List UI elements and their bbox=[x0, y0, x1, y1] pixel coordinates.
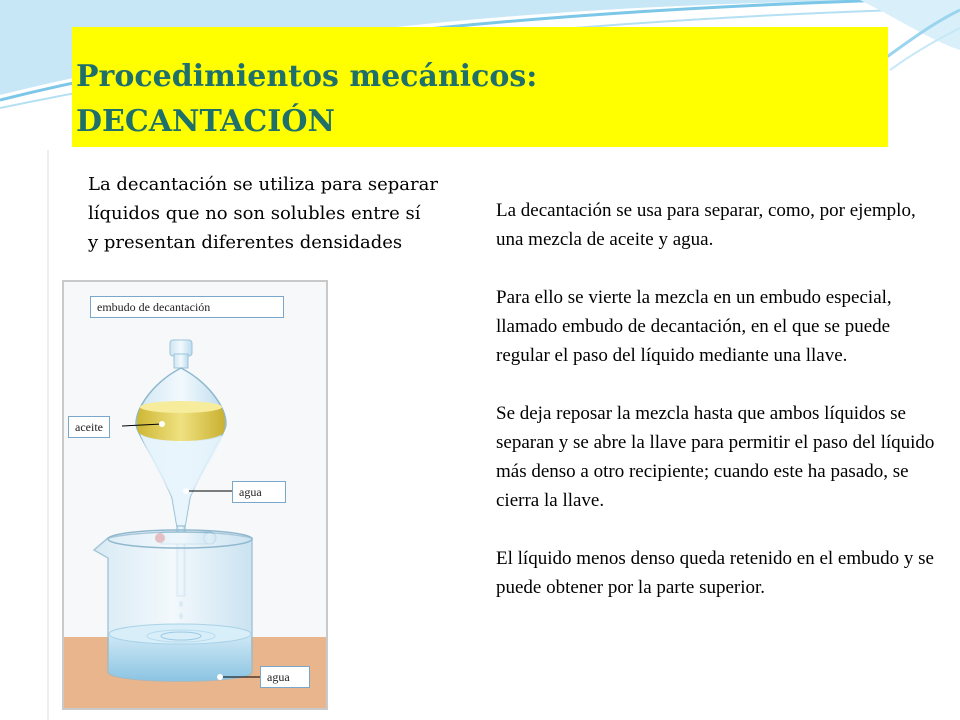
body-paragraph-2: Para ello se vierte la mezcla en un embudo especial, llamado embudo de decantación, en el que se puede regular el paso del líquido mediante una llave. bbox=[496, 287, 892, 366]
label-water-funnel: agua bbox=[232, 481, 286, 503]
intro-line2: líquidos que no son solubles entre sí bbox=[88, 203, 421, 224]
intro-line1: La decantación se utiliza para separar bbox=[88, 174, 438, 195]
separatory-funnel-illustration bbox=[64, 282, 326, 708]
intro-text bbox=[88, 170, 488, 257]
intro-line3: y presentan diferentes densidades bbox=[88, 232, 403, 253]
water-in-funnel bbox=[140, 434, 224, 526]
body-text bbox=[496, 196, 936, 602]
decantation-figure bbox=[62, 280, 328, 710]
label-oil: aceite bbox=[68, 416, 110, 438]
body-paragraph-3: Se deja reposar la mezcla hasta que ambos líquidos se separan y se abre la llave para permitir el paso del líquido más denso a otro recipiente; cuando este ha pasado, se cierra la llave. bbox=[496, 403, 935, 511]
body-paragraph-4: El líquido menos denso queda retenido en el embudo y se puede obtener por la parte superior. bbox=[496, 548, 934, 598]
page-title-line1: Procedimientos mecánicos: bbox=[76, 59, 538, 94]
title-banner bbox=[72, 27, 888, 147]
body-paragraph-1: La decantación se usa para separar, como, por ejemplo, una mezcla de aceite y agua. bbox=[496, 200, 916, 250]
label-separatory-funnel: embudo de decantación bbox=[90, 296, 284, 318]
page-title-line2: DECANTACIÓN bbox=[76, 104, 335, 139]
label-water-beaker: agua bbox=[260, 666, 310, 688]
